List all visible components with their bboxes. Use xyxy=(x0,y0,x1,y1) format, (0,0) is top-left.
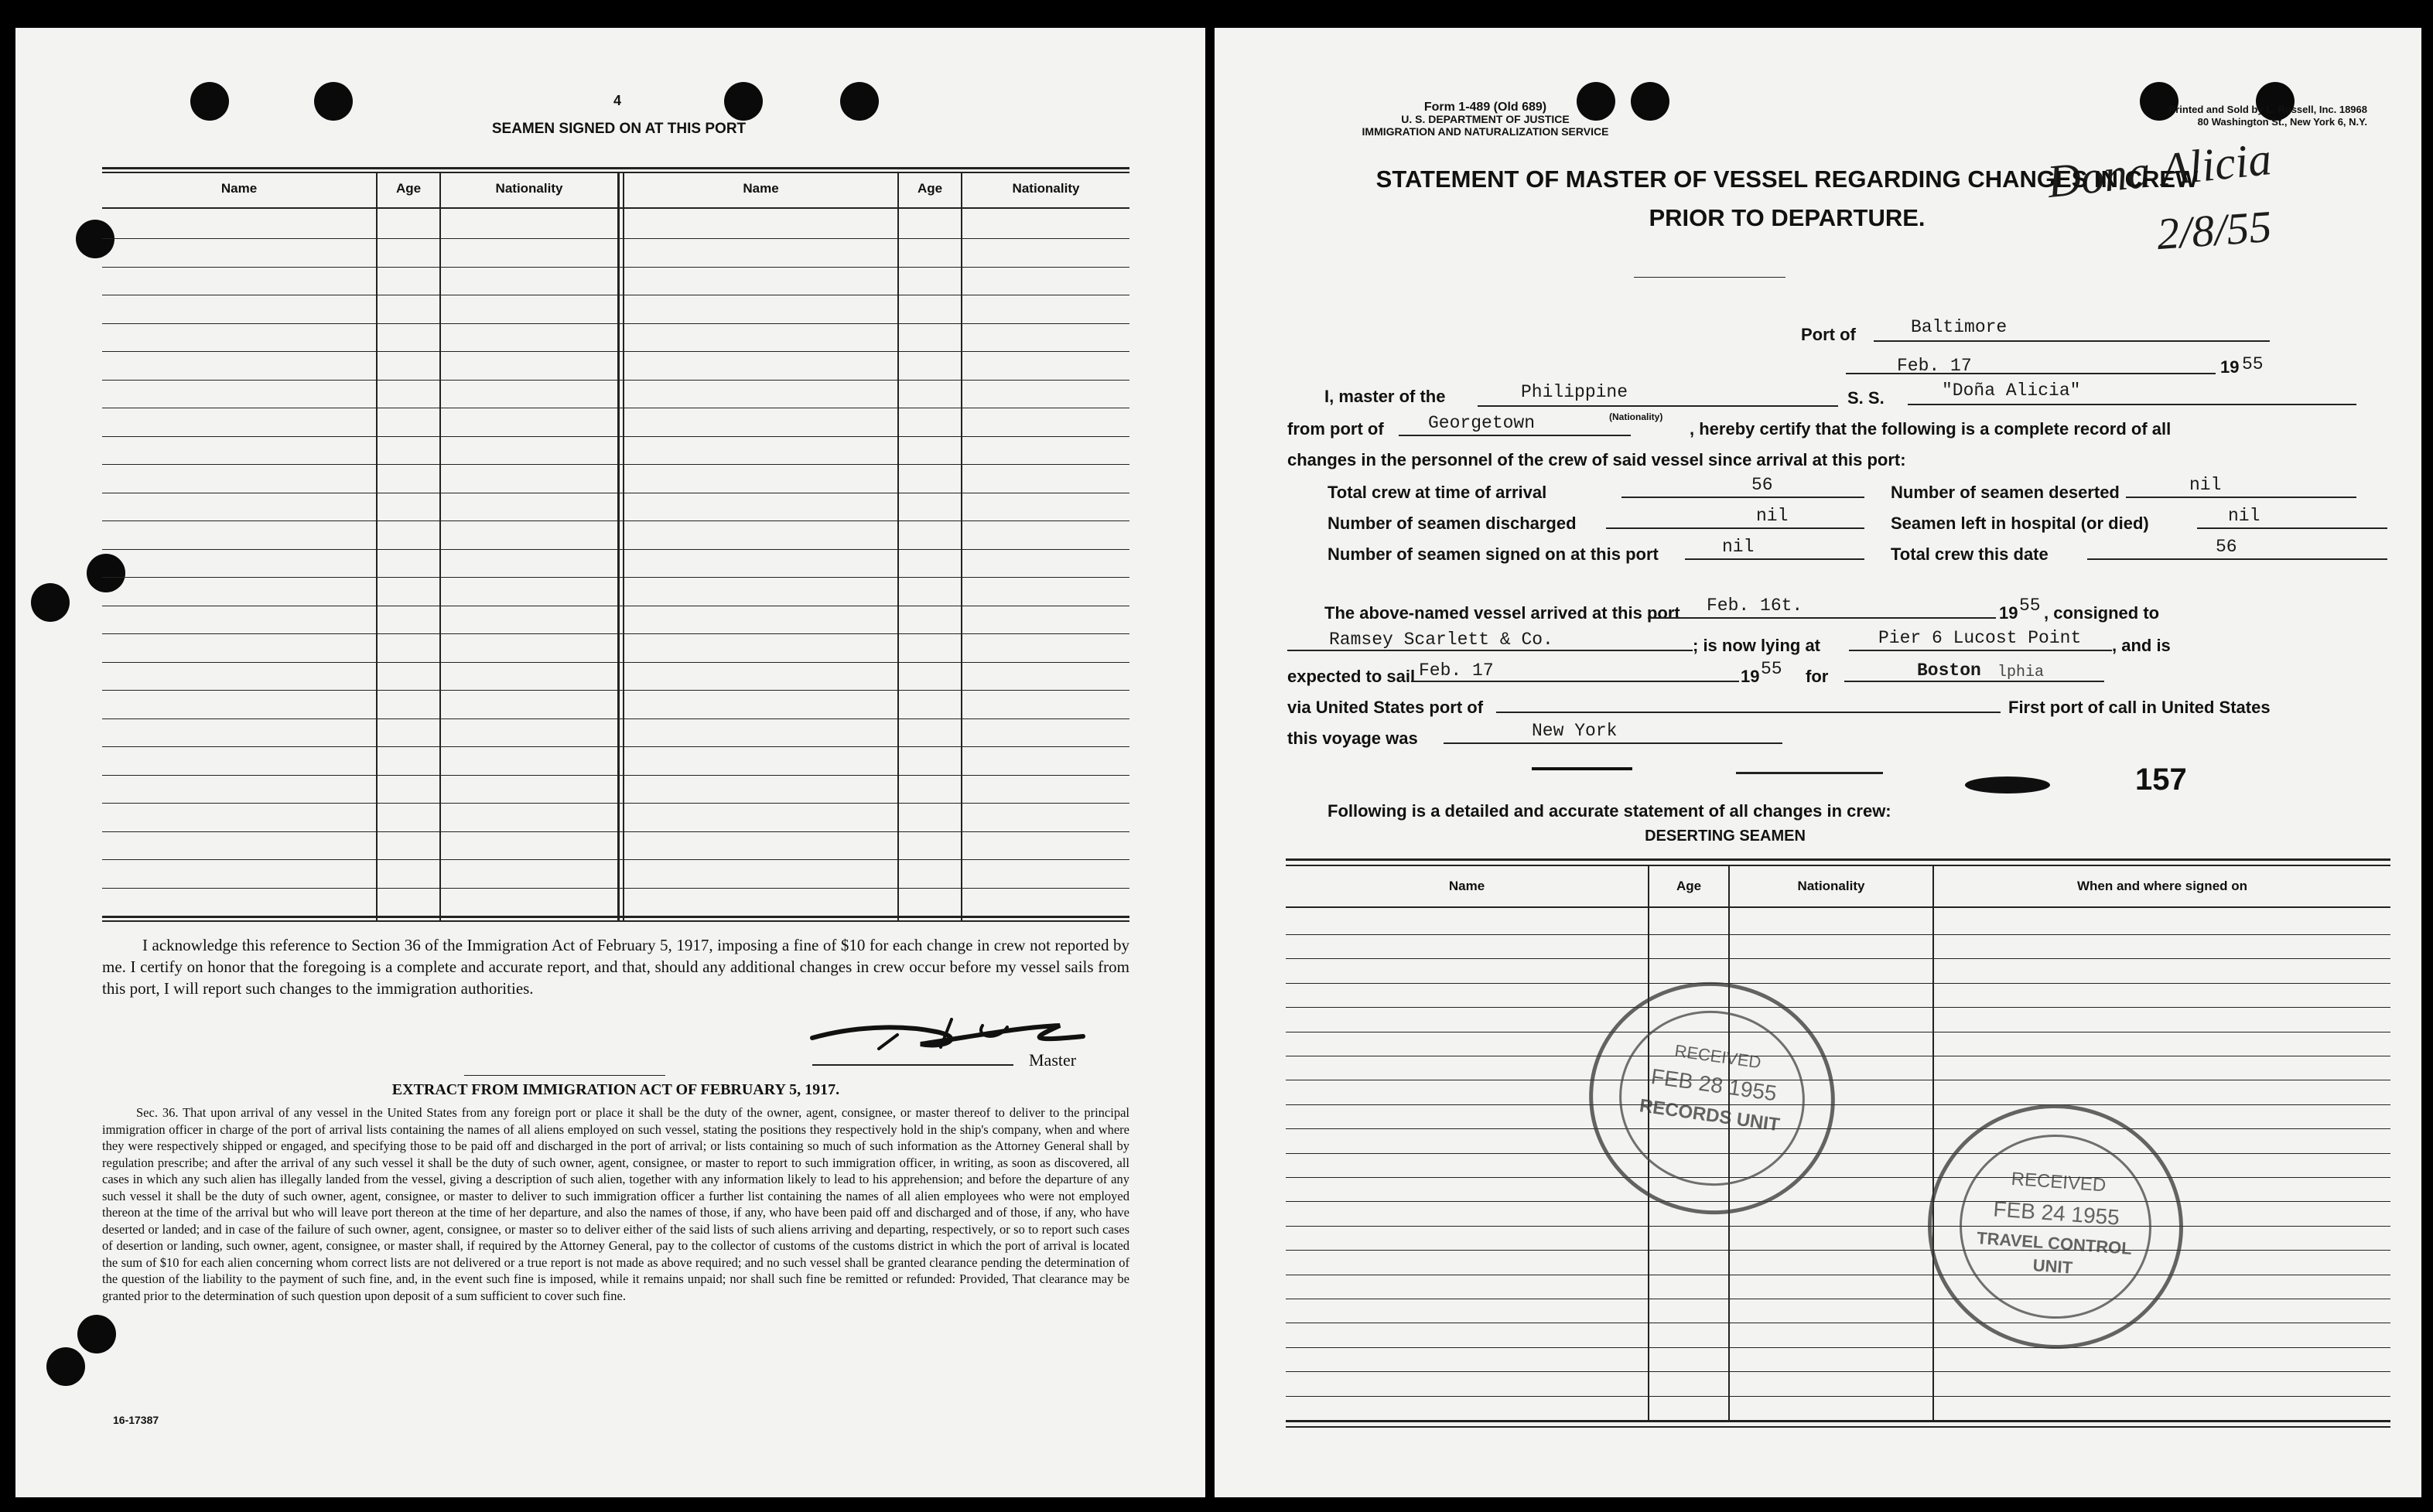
punch-hole xyxy=(190,82,229,121)
left-page xyxy=(15,28,1205,1497)
table-row xyxy=(102,464,1129,465)
lying-label: ; is now lying at xyxy=(1693,636,1821,655)
column-header-nationality: Nationality xyxy=(495,181,563,196)
table-row xyxy=(102,577,1129,578)
year-suffix: 55 xyxy=(2242,354,2264,374)
stamp-date: FEB 24 1955 xyxy=(1992,1196,2120,1230)
table-row xyxy=(102,888,1129,889)
table-row xyxy=(102,775,1129,776)
changes-text: changes in the personnel of the crew of said vessel since arrival at this port: xyxy=(1287,450,1906,469)
column-header-age: Age xyxy=(917,181,943,196)
master-of-label: I, master of the xyxy=(1324,387,1446,406)
ship-value: "Doña Alicia" xyxy=(1942,381,2081,401)
table-row xyxy=(1286,1177,2390,1178)
master-label: Master xyxy=(1029,1050,1077,1070)
total-crew-arrival-value: 56 xyxy=(1751,475,1773,495)
hospital-label: Seamen left in hospital (or died) xyxy=(1891,514,2149,533)
punch-hole xyxy=(46,1347,85,1386)
arrived-year-prefix: 19 xyxy=(1999,603,2018,623)
voyage-label: this voyage was xyxy=(1287,729,1418,748)
nationality-caption: (Nationality) xyxy=(1609,411,1663,422)
total-crew-date-label: Total crew this date xyxy=(1891,544,2049,564)
punch-hole xyxy=(31,583,70,622)
table-row xyxy=(102,351,1129,352)
handwritten-date: 2/8/55 xyxy=(2155,200,2274,260)
for-value: Boston xyxy=(1917,660,1981,681)
table-row xyxy=(1286,934,2390,935)
table-row xyxy=(102,520,1129,521)
arrived-label: The above-named vessel arrived at this port xyxy=(1324,603,1680,623)
signed-on-label: Number of seamen signed on at this port xyxy=(1328,544,1659,564)
table-row xyxy=(102,267,1129,268)
ss-label: S. S. xyxy=(1847,388,1885,408)
record-number: 157 xyxy=(2135,763,2187,797)
table-row xyxy=(102,718,1129,719)
ink-blot xyxy=(1965,776,2050,794)
stamp-date: FEB 28 1955 xyxy=(1649,1063,1779,1106)
column-header-name: Name xyxy=(743,181,779,196)
department: U. S. DEPARTMENT OF JUSTICE xyxy=(1401,113,1570,125)
punch-hole xyxy=(76,220,114,258)
table-row xyxy=(102,549,1129,550)
port-label: Port of xyxy=(1801,325,1856,344)
table-row xyxy=(1286,1201,2390,1202)
year-prefix: 19 xyxy=(2220,357,2240,377)
stamp-received-text: RECEIVED xyxy=(1673,1040,1763,1073)
table-row xyxy=(1286,1153,2390,1154)
stamp-unit-text: UNIT xyxy=(2031,1255,2073,1278)
printer-line-1: Printed and Sold by L. Russell, Inc. 18968 xyxy=(2168,104,2367,115)
table-row xyxy=(102,380,1129,381)
discharged-value: nil xyxy=(1756,506,1789,526)
expected-year-suffix: 55 xyxy=(1761,659,1782,679)
table-row xyxy=(102,690,1129,691)
table-row xyxy=(102,238,1129,239)
table-row xyxy=(1286,983,2390,984)
statement-title: STATEMENT OF MASTER OF VESSEL REGARDING CHANGES IN CREW xyxy=(1375,166,2199,193)
table-row xyxy=(1286,1371,2390,1372)
lying-value: Pier 6 Lucost Point xyxy=(1878,628,2082,648)
consigned-label: , consigned to xyxy=(2044,603,2160,623)
and-is-label: , and is xyxy=(2112,636,2171,655)
column-header-age: Age xyxy=(1676,879,1702,893)
table-row xyxy=(102,662,1129,663)
table-row xyxy=(1286,1347,2390,1348)
table-row xyxy=(102,859,1129,860)
consignee-value: Ramsey Scarlett & Co. xyxy=(1329,630,1553,650)
first-port-label: First port of call in United States xyxy=(2008,698,2271,717)
deserted-value: nil xyxy=(2189,475,2222,495)
expected-label: expected to sail xyxy=(1287,667,1416,686)
deserted-label: Number of seamen deserted xyxy=(1891,483,2120,502)
discharged-label: Number of seamen discharged xyxy=(1328,514,1577,533)
total-crew-date-value: 56 xyxy=(2216,537,2237,557)
arrived-value: Feb. 16t. xyxy=(1707,596,1803,616)
column-header-name: Name xyxy=(1448,879,1485,893)
table-row xyxy=(1286,1250,2390,1251)
deserting-seamen-title: DESERTING SEAMEN xyxy=(1645,828,1806,845)
travel-control-stamp xyxy=(1919,1096,2191,1357)
printer-line-2: 80 Washington St., New York 6, N.Y. xyxy=(2197,116,2367,128)
service: IMMIGRATION AND NATURALIZATION SERVICE xyxy=(1362,125,1609,138)
hospital-value: nil xyxy=(2228,506,2260,526)
signed-on-value: nil xyxy=(1722,537,1755,557)
table-row xyxy=(1286,1128,2390,1129)
certify-text: , hereby certify that the following is a complete record of all xyxy=(1690,419,2172,439)
handwritten-vessel-name: Dona Alicia xyxy=(2045,132,2274,208)
page-number: 4 xyxy=(613,93,621,108)
for-label: for xyxy=(1806,667,1829,686)
expected-year-prefix: 19 xyxy=(1741,667,1760,686)
total-crew-arrival-label: Total crew at time of arrival xyxy=(1328,483,1547,502)
voyage-value: New York xyxy=(1532,721,1618,741)
table-row xyxy=(1286,1226,2390,1227)
table-row xyxy=(102,633,1129,634)
expected-value: Feb. 17 xyxy=(1419,660,1494,681)
extract-title: EXTRACT FROM IMMIGRATION ACT OF FEBRUARY 5, 1917. xyxy=(391,1081,840,1098)
acknowledgement-text: I acknowledge this reference to Section 36 of the Immigration Act of February 5, 1917, imposing a fine of $10 for each change in crew not reported by me. I certify on honor that the foregoing is a complete and accurate report, and that, should any additional changes in crew occur before my vessel sails from this port, I will report such changes to the immigration authorities. xyxy=(102,936,1129,998)
table-row xyxy=(1286,958,2390,959)
table-row xyxy=(102,323,1129,324)
punch-hole xyxy=(87,554,125,592)
column-header-nationality: Nationality xyxy=(1012,181,1080,196)
statement-subtitle: PRIOR TO DEPARTURE. xyxy=(1649,204,1926,231)
punch-hole xyxy=(724,82,763,121)
following-text: Following is a detailed and accurate statement of all changes in crew: xyxy=(1328,801,1891,821)
column-header-age: Age xyxy=(395,181,422,196)
stamp-unit-text: TRAVEL CONTROL xyxy=(1976,1227,2133,1258)
stamp-received-text: RECEIVED xyxy=(2010,1168,2107,1196)
arrived-year-suffix: 55 xyxy=(2019,596,2041,616)
from-port-value: Georgetown xyxy=(1428,413,1536,433)
seamen-signed-on-title: SEAMEN SIGNED ON AT THIS PORT xyxy=(491,121,747,137)
extract-text: Sec. 36. That upon arrival of any vessel in the United States from any foreign port or place it shall be the duty of the owner, agent, consignee, or master thereof to deliver to the principal immigration officer in charge of the port of arrival lists containing the names of all aliens employed on such vessel, stating the positions they respectively hold in the ship's company, when and where they were respectively shipped or engaged, and specifying those to be paid off and discharged in the port of arrival; or lists containing so much of such information as the Attorney General shall by regulation prescribe; and after the arrival of any such vessel it shall be the duty of such owner, agent, consignee, or master to report to such immigration officer, in writing, as soon as discovered, all cases in which any such alien has illegally landed from the vessel, giving a description of such alien, together with any information likely to lead to his apprehension; and before the departure of any such vessel it shall be the duty of such owner, agent, consignee, or master to deliver to such immigration officer a further list containing the names of all alien employees who were not employed thereon at the time of the arrival but who will leave port thereon at the time of her departure, and also the names of those, if any, who have been paid off and discharged and of those, if any, who have deserted or landed; and in case of the failure of such owner, agent, consignee, or master so to deliver either of the said lists of such aliens arriving and departing, respectively, or so to report such cases of desertion or landing, such owner, agent, consignee, or master shall, if required by the Attorney General, pay to the collector of customs of the customs district in which the port of arrival is located the sum of $10 for each alien concerning whom correct lists are not delivered or a true report is not made as above required; and no such vessel shall be granted clearance pending the determination of the question of the liability to the payment of such fine, and, in the event such fine is imposed, while it remains unpaid; nor shall such fine be remitted or refunded: Provided, That clearance may be granted prior to the determination of such question upon deposit of a sum sufficient to cover such fine. xyxy=(102,1105,1129,1303)
table-row xyxy=(1286,1104,2390,1105)
punch-hole xyxy=(314,82,353,121)
table-row xyxy=(1286,1396,2390,1397)
stamp-unit-text: RECORDS UNIT xyxy=(1638,1095,1782,1136)
punch-hole xyxy=(77,1315,116,1353)
column-header-when-where: When and where signed on xyxy=(2076,879,2248,893)
table-row xyxy=(102,803,1129,804)
date-value: Feb. 17 xyxy=(1897,356,1972,376)
nationality-value: Philippine xyxy=(1521,382,1628,402)
column-header-name: Name xyxy=(220,181,258,196)
from-port-label: from port of xyxy=(1287,419,1384,439)
punch-hole xyxy=(840,82,879,121)
column-header-nationality: Nationality xyxy=(1797,879,1865,893)
right-page xyxy=(1215,28,2421,1497)
table-row xyxy=(102,436,1129,437)
form-number: Form 1-489 (Old 689) xyxy=(1423,101,1547,114)
port-value: Baltimore xyxy=(1911,317,2008,337)
records-unit-stamp xyxy=(1574,966,1850,1230)
table-row xyxy=(102,831,1129,832)
table-row xyxy=(1286,1007,2390,1008)
via-label: via United States port of xyxy=(1287,698,1484,717)
for-overprint: lphia xyxy=(1997,664,2045,681)
table-row xyxy=(102,746,1129,747)
form-code: 16-17387 xyxy=(113,1414,159,1426)
